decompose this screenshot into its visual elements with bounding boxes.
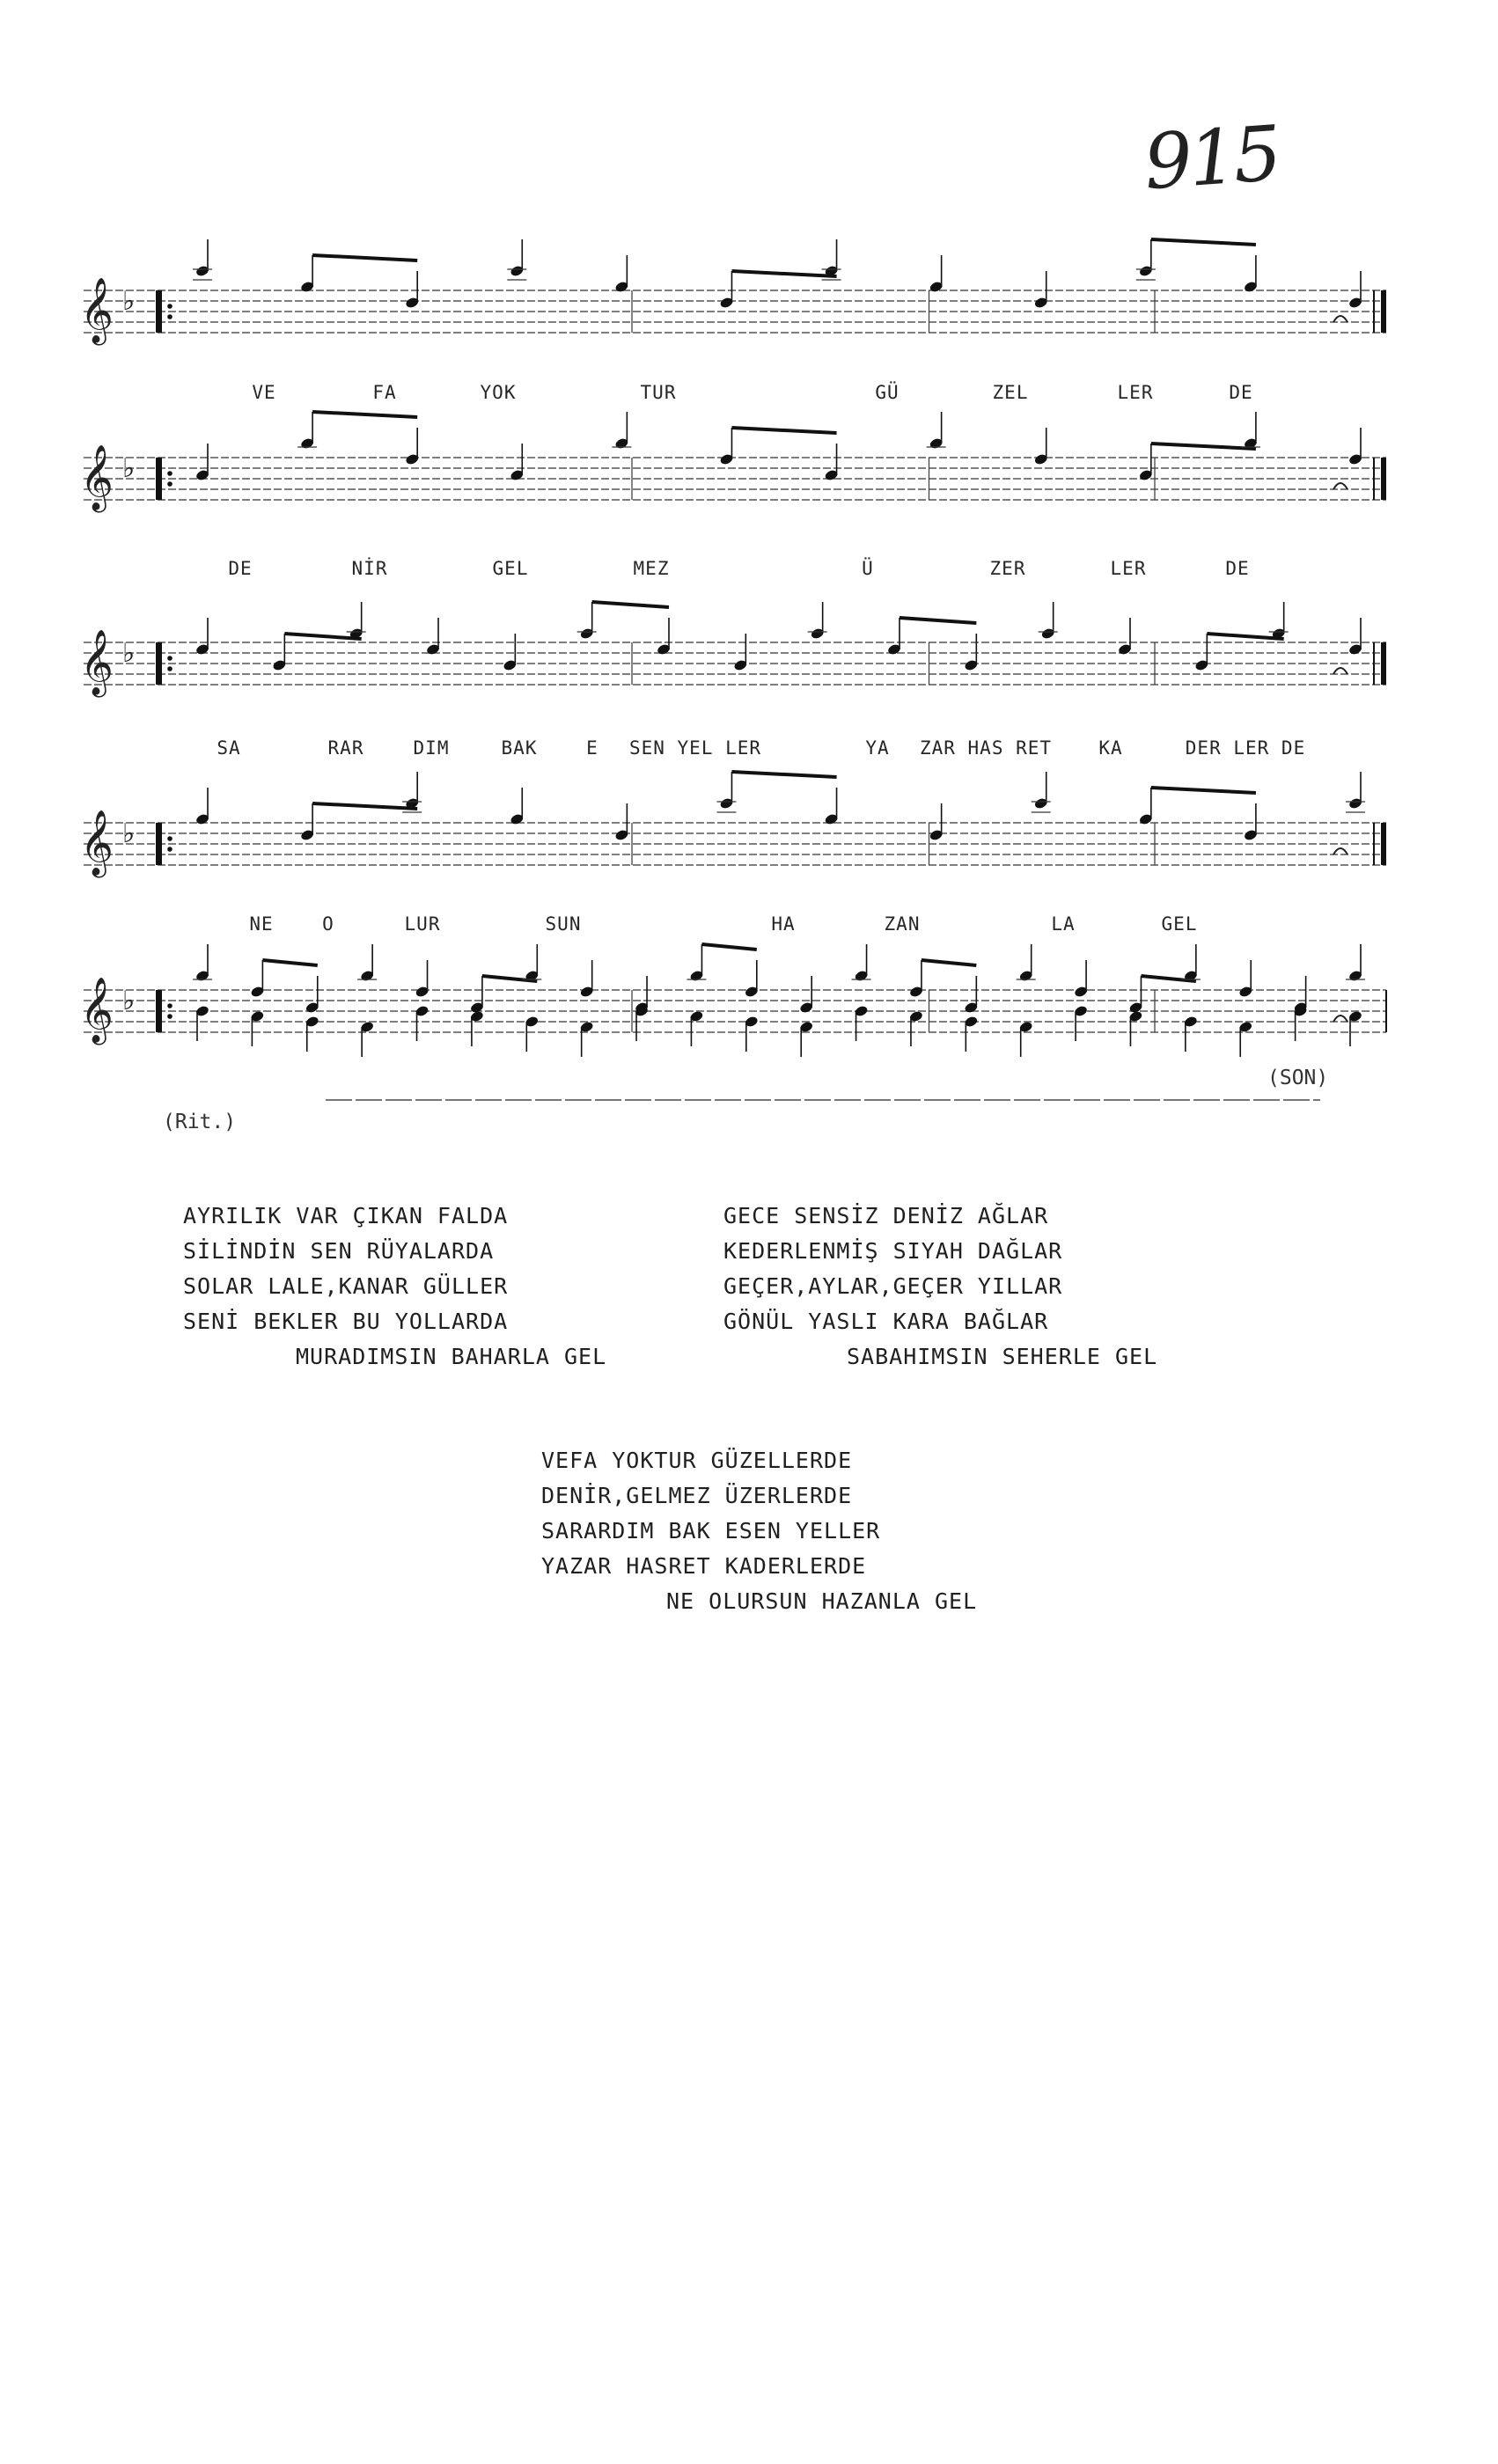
lyric-syllable: ZAR HAS RET [919,737,1053,759]
verse-left [183,1199,606,1375]
repeat-dot [167,304,173,309]
lyric-syllable: SA [217,737,241,759]
lyric-syllable: RAR [327,737,364,759]
lyric-syllable: SEN YEL LER [628,737,762,759]
note-beam [900,618,976,623]
repeat-barline [156,290,162,333]
note-beam [1151,444,1256,449]
rest-icon [1333,848,1347,854]
note-beam [1207,634,1283,639]
lyric-syllable: LER [1117,382,1154,403]
verse-right [723,1199,1157,1375]
repeat-dot [167,847,173,852]
verse-line: AYRILIK VAR ÇIKAN FALDA [183,1203,509,1228]
treble-clef-icon: 𝄞 [80,445,114,510]
repeat-dot [167,666,173,671]
repeat-dot [167,471,173,476]
note-beam [1151,788,1256,793]
verse-line: SİLİNDİN SEN RÜYALARDA [183,1238,495,1264]
treble-clef-icon: 𝄞 [80,278,114,343]
lyric-syllable: O [322,913,334,935]
lyric-syllable: GEL [492,558,529,579]
rest-icon [1333,316,1347,322]
verse-center [541,1443,977,1619]
verse-line: MURADIMSIN BAHARLA GEL [296,1344,607,1369]
lyric-syllable: NİR [351,558,388,579]
repeat-dot [167,1003,173,1008]
end-barline [1381,642,1386,685]
note-beam [262,960,317,965]
staff [80,445,1386,513]
lyric-syllable: YA [865,737,890,759]
flat-icon: ♭ [122,638,136,669]
rest-icon [1333,668,1347,674]
lyric-syllable: GEL [1161,913,1198,935]
staff [80,278,1386,346]
flat-icon: ♭ [122,286,136,317]
repeat-dot [167,481,173,487]
repeat-dot [167,1014,173,1019]
verse-line: DENİR,GELMEZ ÜZERLERDE [541,1483,853,1508]
verse-line: SOLAR LALE,KANAR GÜLLER [183,1273,509,1299]
lyric-syllable: LUR [404,913,441,935]
lyric-syllable: ZEL [992,382,1029,403]
repeat-barline [156,642,162,685]
lyric-syllable: FA [372,382,397,403]
lyric-syllable: DIM [413,737,450,759]
repeat-dot [167,656,173,661]
verse-line: SABAHIMSIN SEHERLE GEL [847,1344,1158,1369]
lyric-syllable: ZAN [884,913,921,935]
repeat-barline [156,990,162,1032]
treble-clef-icon: 𝄞 [80,630,114,695]
end-label: (SON) [1267,1067,1329,1089]
repeat-dot [167,314,173,319]
lyric-syllable: TUR [640,382,677,403]
note-beam [312,803,417,809]
note-beam [592,602,669,607]
lyric-syllable: Ü [862,558,874,579]
verse-line: GEÇER,AYLAR,GEÇER YILLAR [723,1273,1063,1299]
verse-line: KEDERLENMİŞ SIYAH DAĞLAR [723,1238,1063,1264]
lyric-syllable: KA [1098,737,1123,759]
flat-icon: ♭ [122,453,136,484]
verse-line: SARARDIM BAK ESEN YELLER [541,1518,881,1544]
note-beam [1151,239,1256,245]
repeat-barline [156,823,162,865]
verse-line: NE OLURSUN HAZANLA GEL [666,1588,978,1614]
rest-icon [1333,1016,1347,1022]
lyric-syllable: DER LER DE [1185,737,1306,759]
note-beam [731,428,836,433]
page-number: 915 [1141,109,1281,208]
note-beam [312,412,417,417]
rest-icon [1333,483,1347,489]
repeat-barline [156,458,162,500]
lyric-syllable: HA [771,913,796,935]
end-barline [1381,290,1386,333]
note-beam [284,634,361,639]
lyric-syllable: E [586,737,598,759]
lyric-syllable: ZER [989,558,1026,579]
lyric-syllable: DE [1229,382,1253,403]
end-barline [1381,823,1386,865]
verse-line: YAZAR HASRET KADERLERDE [541,1553,867,1579]
verse-line: VEFA YOKTUR GÜZELLERDE [541,1448,853,1473]
verse-line: GÖNÜL YASLI KARA BAĞLAR [723,1309,1049,1334]
lyric-syllable: MEZ [633,558,670,579]
note-beam [312,255,417,260]
end-barline [1381,458,1386,500]
treble-clef-icon: 𝄞 [80,978,114,1043]
lyric-syllable: VE [252,382,276,403]
verse-line: GECE SENSİZ DENİZ AĞLAR [723,1203,1049,1228]
staff [80,810,1386,878]
lyric-syllable: SUN [545,913,582,935]
lyric-syllable: BAK [501,737,538,759]
lyric-syllable: DE [228,558,253,579]
treble-clef-icon: 𝄞 [80,810,114,876]
lyric-syllable: DE [1225,558,1250,579]
lyric-syllable: NE [249,913,274,935]
ritornello-label: (Rit.) [163,1111,237,1133]
staff [80,978,1386,1045]
note-beam [731,271,836,276]
lyric-syllable: YOK [480,382,517,403]
music-score [0,0,1498,1162]
note-beam [922,960,976,965]
repeat-dot [167,836,173,841]
note-beam [731,772,836,777]
flat-icon: ♭ [122,986,136,1016]
lyric-syllable: GÜ [875,382,900,403]
lyric-syllable: LER [1110,558,1147,579]
lyric-syllable: LA [1051,913,1076,935]
flat-icon: ♭ [122,818,136,849]
verse-line: SENİ BEKLER BU YOLLARDA [183,1309,509,1334]
note-beam [701,944,756,950]
